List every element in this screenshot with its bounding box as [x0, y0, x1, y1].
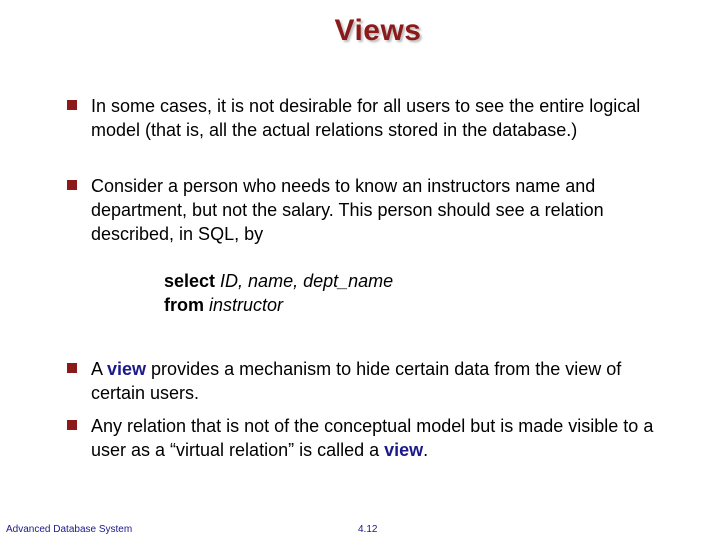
bullet-text: Consider a person who needs to know an instructors name and department, but not the salary. This person should see a relation described, in SQL, by [91, 176, 604, 244]
bullet-text-pre: A [91, 359, 108, 379]
bullet-marker-icon [67, 100, 77, 110]
sql-code-line-1 [164, 269, 393, 293]
footer-page-number: 4.12 [358, 524, 378, 535]
footer-course-name: Advanced Database System [6, 524, 133, 535]
bullet-text-post: provides a mechanism to hide certain data from the view of certain users. [91, 359, 622, 403]
keyword-view: view [107, 359, 147, 379]
sql-identifiers: instructor [204, 295, 284, 315]
bullet-marker-icon [67, 180, 77, 190]
bullet-item [67, 94, 667, 142]
bullet-item [67, 414, 667, 462]
bullet-text [91, 414, 667, 462]
bullet-text [91, 357, 667, 405]
keyword-view: view [384, 440, 424, 460]
bullet-text-post: . [423, 440, 429, 460]
sql-keyword: select [164, 271, 216, 291]
bullet-marker-icon [67, 363, 77, 373]
bullet-text: In some cases, it is not desirable for all users to see the entire logical model (that is, all the actual relations stored in the database.) [91, 96, 641, 140]
slide-title: Views [334, 14, 422, 47]
bullet-marker-icon [67, 420, 77, 430]
bullet-text-pre: Any relation that is not of the conceptual model but is made visible to a user as a “virtual relation” is called a [91, 416, 654, 460]
sql-identifiers: ID, name, dept_name [215, 271, 394, 291]
sql-code-line-2 [164, 293, 283, 317]
bullet-item [67, 174, 667, 246]
sql-keyword: from [164, 295, 204, 315]
bullet-item [67, 357, 667, 405]
